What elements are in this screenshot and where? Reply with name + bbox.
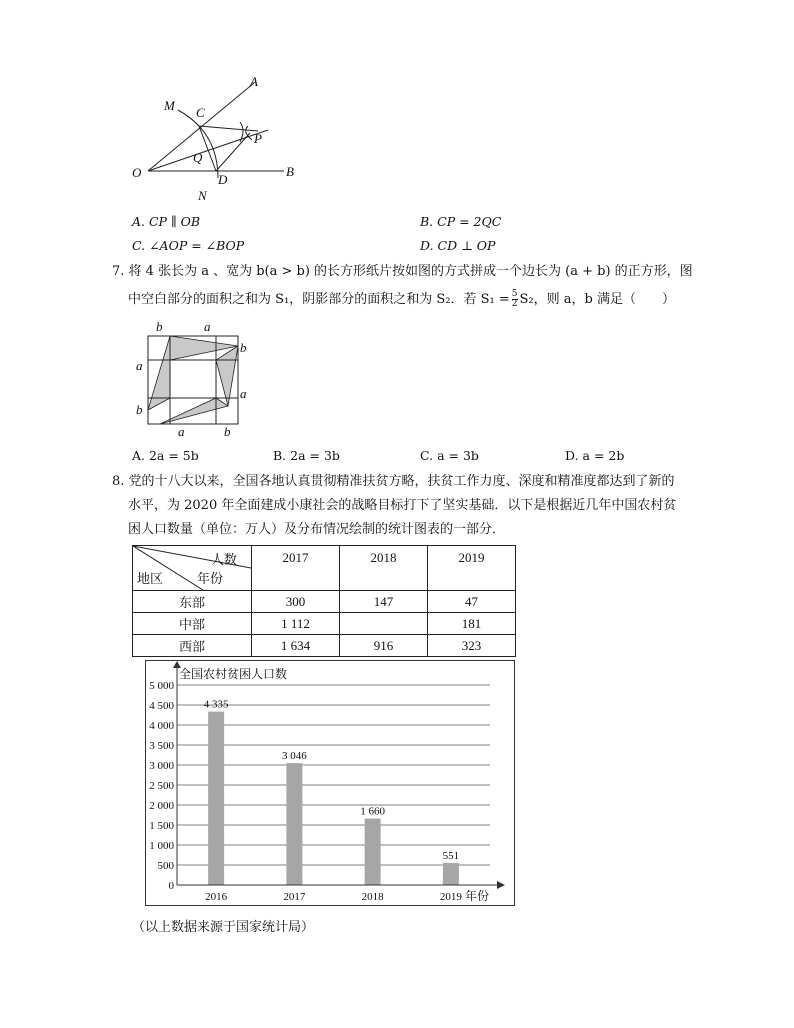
rectangles-square-figure [130, 318, 255, 440]
angle-bisector-figure [120, 70, 310, 210]
corner-label-count: 人数 [210, 552, 237, 567]
row-label-central: 中部 [133, 613, 252, 635]
chart-frame [146, 661, 515, 906]
y-tick-label: 1 500 [149, 820, 174, 832]
q7-label-right-b: b [240, 340, 247, 355]
q7-label-top-a: a [204, 319, 211, 334]
y-tick-label: 5 000 [149, 680, 174, 692]
label-b: B [286, 164, 294, 179]
label-c: C [196, 105, 205, 120]
row-label-west: 西部 [133, 635, 252, 657]
header-year-2017: 2017 [252, 546, 340, 591]
table-row [133, 591, 516, 613]
y-tick-label: 3 500 [149, 740, 174, 752]
header-year-2018: 2018 [340, 546, 428, 591]
row-label-east: 东部 [133, 591, 252, 613]
cell-west-2019: 323 [428, 635, 516, 657]
label-a: A [250, 74, 258, 89]
bar-2018 [365, 819, 381, 885]
table-header-row [133, 546, 516, 591]
q7-fraction [512, 290, 518, 309]
table-corner-cell [133, 546, 252, 591]
poverty-table [132, 545, 516, 657]
y-tick-label: 3 000 [149, 760, 174, 772]
data-source-note: （以上数据来源于国家统计局） [132, 920, 315, 935]
poverty-bar-chart [145, 660, 515, 906]
q6-option-b[interactable]: B. CP = 2QC [420, 214, 502, 229]
x-tick-label: 2019 [439, 891, 462, 903]
y-tick-label: 4 500 [149, 700, 174, 712]
q7-label-top-b: b [156, 319, 163, 334]
q7-stem-line2 [128, 290, 675, 310]
cell-east-2018: 147 [340, 591, 428, 613]
cell-central-2017: 1 112 [252, 613, 340, 635]
q7-stem-line1: 7. 将 4 张长为 a 、宽为 b(a > b) 的长方形纸片按如图的方式拼成一个边长为 (a + b) 的正方形，图 [112, 264, 693, 279]
y-tick-label: 4 000 [149, 720, 174, 732]
q6-option-c[interactable]: C. ∠AOP = ∠BOP [132, 238, 245, 253]
label-n: N [198, 188, 207, 203]
q7-stem-line2-part2: S₂，则 a，b 满足（ ） [519, 292, 675, 307]
q7-label-left-b: b [136, 402, 143, 417]
y-tick-label: 0 [168, 880, 174, 892]
x-tick-label: 2017 [283, 891, 306, 903]
q7-fraction-numerator: 5 [511, 289, 518, 299]
q6-option-a[interactable]: A. CP ∥ OB [132, 214, 201, 229]
label-d: D [218, 172, 228, 187]
arc-p-2 [246, 126, 252, 140]
table-row [133, 613, 516, 635]
inner-white-square [170, 360, 216, 398]
y-tick-label: 2 000 [149, 800, 174, 812]
q6-option-d[interactable]: D. CD ⊥ OP [420, 238, 496, 253]
q7-stem-line2-part1: 中空白部分的面积之和为 S₁，阴影部分的面积之和为 S₂．若 S₁ = [128, 292, 510, 307]
y-tick-label: 500 [157, 860, 174, 872]
q7-option-d[interactable]: D. a = 2b [565, 448, 625, 463]
table-row [133, 635, 516, 657]
q8-stem-line2: 水平，为 2020 年全面建成小康社会的战略目标打下了坚实基础．以下是根据近几年中国农村贫 [128, 498, 677, 513]
label-o: O [132, 165, 142, 180]
q8-stem-line1: 8. 党的十八大以来，全国各地认真贯彻精准扶贫方略，扶贫工作力度、深度和精准度都达到了新的 [112, 474, 675, 489]
cell-west-2018: 916 [340, 635, 428, 657]
cell-east-2019: 47 [428, 591, 516, 613]
label-q: Q [193, 150, 203, 165]
corner-label-year: 年份 [196, 571, 223, 586]
corner-cell-content [133, 546, 251, 590]
q7-option-b[interactable]: B. 2a = 3b [273, 448, 340, 463]
label-p: P [254, 131, 262, 146]
segment-dp [216, 133, 250, 171]
arc-mn [178, 110, 218, 178]
x-tick-label: 2016 [205, 891, 228, 903]
cell-east-2017: 300 [252, 591, 340, 613]
bar-value-label: 3 046 [282, 750, 307, 763]
q7-label-right-a: a [240, 386, 247, 401]
bar-2019 [443, 863, 459, 885]
q7-option-c[interactable]: C. a = 3b [420, 448, 479, 463]
bar-value-label: 4 335 [203, 698, 229, 711]
q7-fraction-denominator: 2 [511, 299, 518, 309]
q7-label-bottom-b: b [224, 424, 231, 439]
bar-2017 [286, 763, 302, 885]
bar-value-label: 551 [442, 849, 460, 862]
corner-label-region: 地区 [137, 571, 164, 586]
q7-label-left-a: a [136, 358, 143, 373]
segment-cp [199, 126, 258, 131]
y-tick-label: 2 500 [149, 780, 174, 792]
y-tick-label: 1 000 [149, 840, 174, 852]
bar-2016 [208, 712, 224, 885]
cell-central-2018 [340, 613, 428, 635]
label-m: M [164, 98, 175, 113]
bar-value-label: 1 660 [360, 805, 385, 818]
q8-stem-line3: 困人口数量（单位：万人）及分布情况绘制的统计图表的一部分． [128, 522, 506, 537]
chart-title: 全国农村贫困人口数 [179, 667, 288, 681]
header-year-2019: 2019 [428, 546, 516, 591]
chart-x-label: 年份 [465, 889, 490, 903]
x-tick-label: 2018 [361, 891, 384, 903]
q7-label-bottom-a: a [178, 424, 185, 439]
cell-central-2019: 181 [428, 613, 516, 635]
q7-option-a[interactable]: A. 2a = 5b [132, 448, 199, 463]
cell-west-2017: 1 634 [252, 635, 340, 657]
